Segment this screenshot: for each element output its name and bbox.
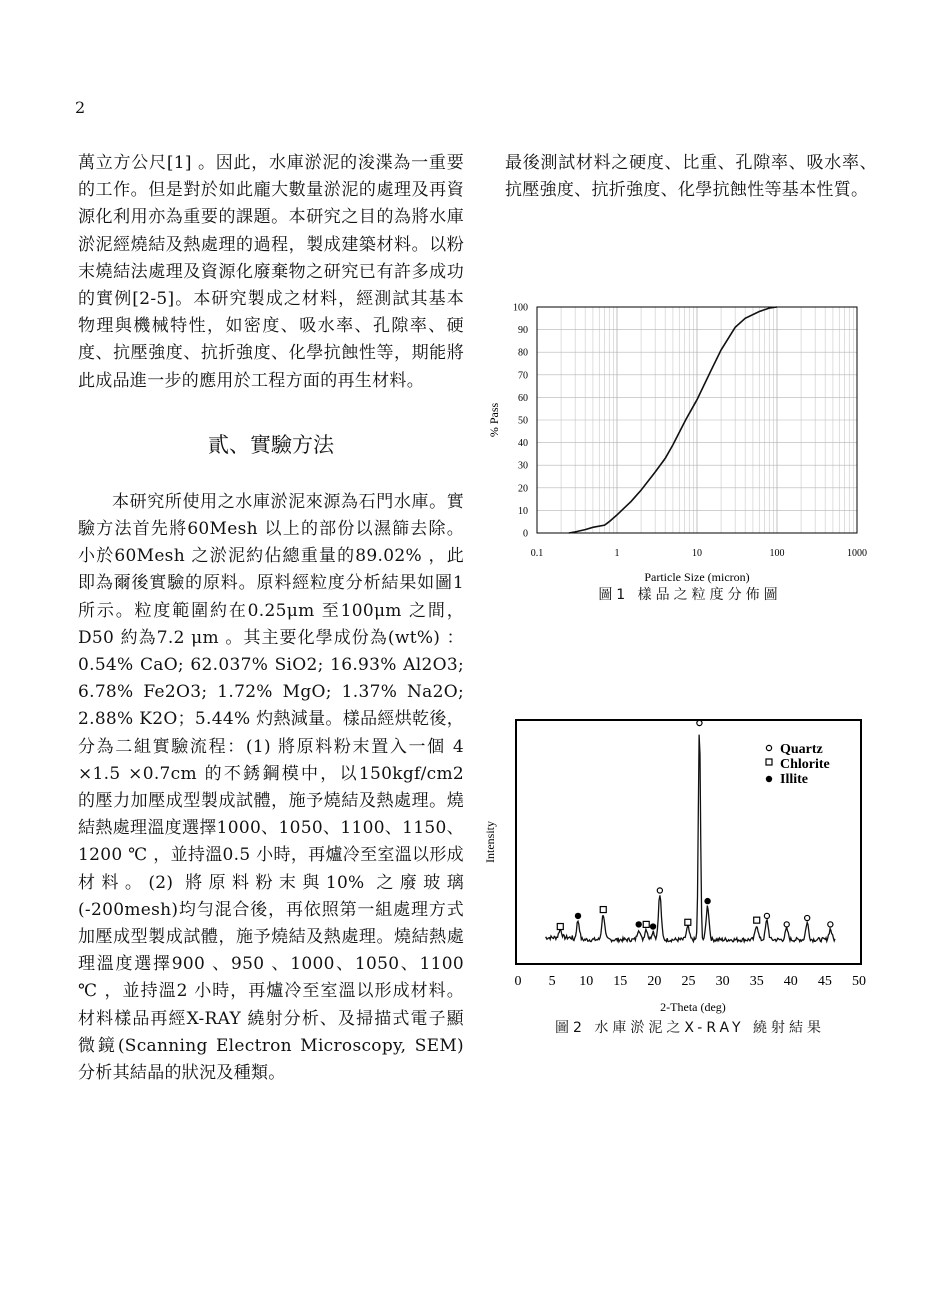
figure-1-caption: 圖1 樣品之粒度分佈圖 [598,587,782,603]
x-tick-label: 25 [681,974,696,989]
x-tick-label: 30 [715,974,730,989]
y-tick-label: 50 [518,415,528,427]
x-axis-label: Particle Size (micron) [644,570,750,584]
legend-chlorite-symbol [766,759,772,765]
marker-chlorite [600,907,606,913]
left-column [78,150,464,1087]
y-tick-label: 90 [518,325,528,337]
x-tick-label: 45 [817,974,832,989]
xrd-chart [480,715,880,1015]
legend-quartz-symbol [766,745,771,750]
particle-size-chart [480,292,880,592]
x-tick-labels [515,974,867,989]
x-tick-label: 20 [647,974,662,989]
x-tick-label: 35 [749,974,764,989]
x-tick-label: 100 [769,548,785,559]
y-tick-labels [513,303,528,540]
marker-illite [650,923,656,929]
legend-quartz: Quartz [780,742,823,757]
x-tick-label: 15 [613,974,628,989]
y-axis-label: Intensity [483,821,497,863]
x-tick-labels [531,548,867,559]
paragraph-intro: 萬立方公尺[1] 。因此，水庫淤泥的浚渫為一重要的工作。但是對於如此龐大數量淤泥的處理及再資源化利用亦為重要的課題。本研究之目的為將水庫淤泥經燒結及熱處理的過程，製成建築材料。以粉末燒結法處理及資源化廢棄物之研究已有許多成功的實例[2-5]。本研究製成之材料，經測試其基本物理與機械特性，如密度、吸水率、孔隙率、硬度、抗壓強度、抗折強度、化學抗蝕性等，期能將此成品進一步的應用於工程方面的再生材料。 [78,153,464,391]
marker-chlorite [685,919,691,925]
figure-2 [480,715,880,1015]
x-tick-label: 0 [514,974,522,989]
marker-quartz [657,888,662,893]
x-tick-label: 40 [783,974,798,989]
x-tick-label: 1 [614,548,620,559]
y-tick-label: 10 [518,505,528,517]
legend [766,742,830,787]
marker-quartz [805,915,810,920]
marker-quartz [764,913,769,918]
paragraph-method: 本研究所使用之水庫淤泥來源為石門水庫。實驗方法首先將60Mesh 以上的部份以濕篩去除。小於60Mesh 之淤泥約佔總重量的89.02% ，此即為爾後實驗的原料。原料經粒度分析結果如圖1 所示。粒度範圍約在0.25μm 至100μm 之間，D50 約為7.2 μm 。其主要化學成份為(wt%) ：0.54% CaO; 62.037% SiO2; 16.93% Al2O3; 6.78% Fe2O3; 1.72% MgO; 1.37% Na2O; 2.88% K2O；5.44% 灼熱減量。樣品經烘乾後，分為二組實驗流程：(1) 將原料粉末置入一個 4 ×1.5 ×0.7cm 的不銹鋼模中，以150kgf/cm2 的壓力加壓成型製成試體，施予燒結及熱處理。燒結熱處理溫度選擇1000、1050、1100、1150、1200 ℃ ，並持溫0.5 小時，再爐冷至室溫以形成材料。(2) 將原料粉末與10% 之廢玻璃(-200mesh)均勻混合後，再依照第一組處理方式加壓成型製成試體，施予燒結及熱處理。燒結熱處理溫度選擇900 、950 、1000、1050、1100 ℃ ，並持溫2 小時，再爐冷至室溫以形成材料。材料樣品再經X-RAY 繞射分析、及掃描式電子顯微鏡(Scanning Electron Microscopy, SEM) 分析其結晶的狀況及種類。 [78,491,464,1084]
y-tick-label: 80 [518,347,528,359]
x-axis-label: 2-Theta (deg) [660,1000,726,1014]
legend-illite-symbol [766,776,772,782]
y-tick-label: 60 [518,392,528,404]
page-number: 2 [75,98,86,117]
marker-quartz [828,922,833,927]
marker-quartz [784,922,789,927]
marker-illite [704,898,710,904]
y-tick-label: 70 [518,370,528,382]
marker-illite [575,913,581,919]
x-tick-label: 5 [548,974,556,989]
legend-illite: Illite [780,772,808,787]
marker-chlorite [754,917,760,923]
x-tick-label: 1000 [847,548,867,559]
x-tick-label: 50 [852,974,866,989]
legend-chlorite: Chlorite [780,757,830,772]
y-tick-label: 100 [513,302,528,314]
figure-1 [480,292,880,592]
chart-grid [537,307,857,533]
y-axis-label: % Pass [487,402,501,438]
x-tick-label: 10 [692,548,702,559]
x-tick-label: 0.1 [530,548,544,559]
right-column [505,150,877,204]
y-tick-label: 20 [518,483,528,495]
marker-quartz [697,720,702,725]
paragraph-tests: 最後測試材料之硬度、比重、孔隙率、吸水率、抗壓強度、抗折強度、化學抗蝕性等基本性質。 [505,153,877,201]
y-tick-label: 0 [523,528,528,540]
marker-chlorite [557,924,563,930]
marker-illite [636,921,642,927]
x-tick-label: 10 [579,974,594,989]
section-heading: 貳、實驗方法 [208,432,334,457]
y-tick-label: 30 [518,460,528,472]
y-tick-label: 40 [518,438,528,450]
figure-2-caption: 圖2 水庫淤泥之X-RAY 繞射結果 [555,1020,825,1036]
marker-chlorite [643,921,649,927]
